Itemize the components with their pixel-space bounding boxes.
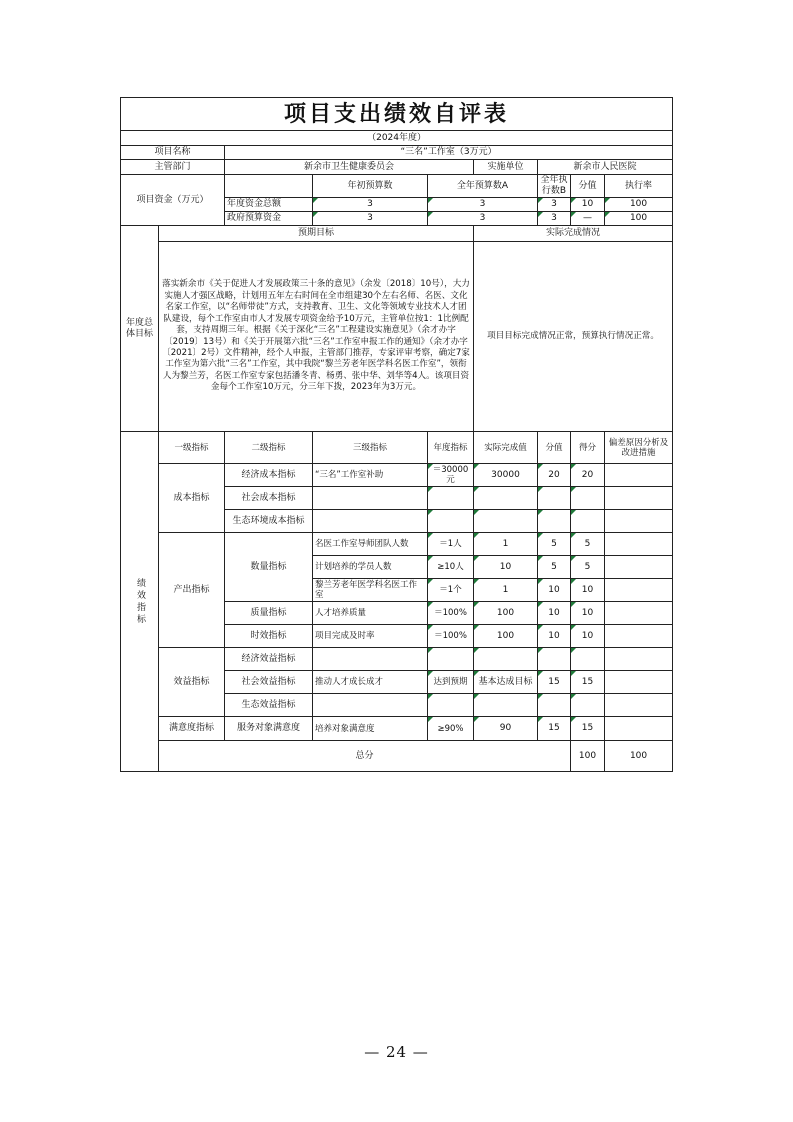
score-value: 15 — [538, 717, 571, 741]
actual-value: 1 — [474, 533, 538, 556]
annual-target — [428, 694, 474, 717]
l3-indicator: 计划培养的学员人数 — [313, 556, 428, 579]
l3-indicator: 推动人才成长成才 — [313, 671, 428, 694]
fund-row-label: 年度资金总额 — [225, 198, 313, 212]
fund-value: 3 — [538, 198, 571, 212]
perf-header: 偏差原因分析及改进措施 — [605, 432, 673, 464]
l1-output: 产出指标 — [159, 533, 225, 648]
got-value: 5 — [571, 556, 605, 579]
perf-header: 分值 — [538, 432, 571, 464]
annual-target: ＝30000元 — [428, 464, 474, 487]
fund-label: 项目资金（万元） — [121, 175, 225, 226]
dept-value: 新余市卫生健康委员会 — [225, 160, 474, 175]
fund-value: 100 — [605, 198, 673, 212]
actual-value: 100 — [474, 625, 538, 648]
actual-value: 90 — [474, 717, 538, 741]
score-value: 5 — [538, 556, 571, 579]
got-value: 10 — [571, 579, 605, 602]
score-value — [538, 694, 571, 717]
score-value: 10 — [538, 625, 571, 648]
project-name-label: 项目名称 — [121, 146, 225, 160]
annual-target: ＝100% — [428, 625, 474, 648]
score-value: 10 — [538, 602, 571, 625]
annual-target — [428, 648, 474, 671]
fund-value: 3 — [538, 212, 571, 226]
year-label: （2024年度） — [121, 131, 673, 146]
goal-label: 年度总体目标 — [121, 226, 159, 432]
score-value — [538, 510, 571, 533]
l2-indicator: 服务对象满意度 — [225, 717, 313, 741]
project-name: “三名”工作室（3万元） — [225, 146, 673, 160]
l2-indicator: 质量指标 — [225, 602, 313, 625]
perf-header: 一级指标 — [159, 432, 225, 464]
score-value: 15 — [538, 671, 571, 694]
l2-quantity: 数量指标 — [225, 533, 313, 602]
deviation-note — [605, 602, 673, 625]
deviation-note — [605, 533, 673, 556]
l3-indicator: 名医工作室导师团队人数 — [313, 533, 428, 556]
actual-value — [474, 510, 538, 533]
l3-indicator: 人才培养质量 — [313, 602, 428, 625]
actual-value: 1 — [474, 579, 538, 602]
perf-header: 得分 — [571, 432, 605, 464]
perf-header: 三级指标 — [313, 432, 428, 464]
annual-target: ＝100% — [428, 602, 474, 625]
got-value: 10 — [571, 625, 605, 648]
impl-label: 实施单位 — [474, 160, 538, 175]
fund-value: 3 — [428, 198, 538, 212]
got-value: 15 — [571, 671, 605, 694]
l2-indicator: 生态效益指标 — [225, 694, 313, 717]
perf-label: 绩效指标 — [121, 432, 159, 772]
deviation-note — [605, 510, 673, 533]
impl-value: 新余市人民医院 — [538, 160, 673, 175]
actual-value — [474, 648, 538, 671]
l2-indicator: 经济成本指标 — [225, 464, 313, 487]
actual-value — [474, 487, 538, 510]
perf-header: 二级指标 — [225, 432, 313, 464]
fund-header: 年初预算数 — [313, 175, 428, 198]
fund-row-label: 政府预算资金 — [225, 212, 313, 226]
actual-value: 100 — [474, 602, 538, 625]
deviation-note — [605, 717, 673, 741]
fund-header: 全年执行数B — [538, 175, 571, 198]
got-value — [571, 487, 605, 510]
annual-target — [428, 487, 474, 510]
page-number: — 24 — — [364, 1043, 429, 1061]
got-value: 5 — [571, 533, 605, 556]
actual-value: 基本达成目标 — [474, 671, 538, 694]
total-got: 100 — [605, 741, 673, 772]
annual-target: ≥90% — [428, 717, 474, 741]
fund-value: 3 — [313, 212, 428, 226]
l2-indicator: 社会成本指标 — [225, 487, 313, 510]
l3-indicator — [313, 510, 428, 533]
score-value: 20 — [538, 464, 571, 487]
l2-indicator: 时效指标 — [225, 625, 313, 648]
l3-indicator — [313, 694, 428, 717]
evaluation-table — [120, 97, 673, 772]
l3-indicator — [313, 487, 428, 510]
got-value — [571, 510, 605, 533]
annual-target: ≥10人 — [428, 556, 474, 579]
score-value: 10 — [538, 579, 571, 602]
annual-target: ＝1人 — [428, 533, 474, 556]
fund-value: 10 — [571, 198, 605, 212]
fund-header: 全年预算数A — [428, 175, 538, 198]
got-value — [571, 694, 605, 717]
actual-value — [474, 694, 538, 717]
deviation-note — [605, 671, 673, 694]
l1-cost: 成本指标 — [159, 464, 225, 533]
self-evaluation-form — [120, 97, 672, 772]
score-value — [538, 648, 571, 671]
total-score: 100 — [571, 741, 605, 772]
l2-indicator: 生态环境成本指标 — [225, 510, 313, 533]
total-label: 总分 — [159, 741, 571, 772]
fund-value: 3 — [313, 198, 428, 212]
fund-header: 执行率 — [605, 175, 673, 198]
score-value — [538, 487, 571, 510]
l2-indicator: 社会效益指标 — [225, 671, 313, 694]
deviation-note — [605, 579, 673, 602]
l3-indicator: 黎兰芳老年医学科名医工作室 — [313, 579, 428, 602]
actual-completion-text: 项目目标完成情况正常，预算执行情况正常。 — [474, 242, 673, 432]
l2-indicator: 经济效益指标 — [225, 648, 313, 671]
deviation-note — [605, 464, 673, 487]
actual-completion-header: 实际完成情况 — [474, 226, 673, 242]
dept-label: 主管部门 — [121, 160, 225, 175]
annual-target: ＝1个 — [428, 579, 474, 602]
l3-indicator — [313, 648, 428, 671]
fund-value: 100 — [605, 212, 673, 226]
deviation-note — [605, 625, 673, 648]
perf-header: 实际完成值 — [474, 432, 538, 464]
deviation-note — [605, 648, 673, 671]
expected-goal-header: 预期目标 — [159, 226, 474, 242]
annual-target: 达到预期 — [428, 671, 474, 694]
deviation-note — [605, 556, 673, 579]
fund-header: 分值 — [571, 175, 605, 198]
perf-header: 年度指标 — [428, 432, 474, 464]
expected-goal-text: 落实新余市《关于促进人才发展政策三十条的意见》（余发〔2018〕10号），大力实施人才强区战略，计划用五年左右时间在全市组建30个左右名师、名医、文化名家工作室，以“名师带徒”方式，支持教育、卫生、文化等领域专业技术人才团队建设，每个工作室由市人才发展专项资金给予10万元，主管单位按1：1比例配套，支持周期三年。根据《关于深化“三名”工程建设实施意见》（余才办字〔2019〕13号）和《关于开展第六批“三名”工作室申报工作的通知》（余才办字〔2021〕2号）文件精神，经个人申报，主管部门推荐，专家评审考察，确定7家工作室为第六批“三名”工作室，其中我院“黎兰芳老年医学科名医工作室”，领衔人为黎兰芳，名医工作室专家包括潘冬青、杨勇、张中华、刘华等4人。该项目资金每个工作室10万元，分三年下拨，2023年为3万元。 — [159, 242, 474, 432]
l3-indicator: “三名”工作室补助 — [313, 464, 428, 487]
got-value — [571, 648, 605, 671]
actual-value: 10 — [474, 556, 538, 579]
deviation-note — [605, 694, 673, 717]
l1-benefit: 效益指标 — [159, 648, 225, 717]
l3-indicator: 项目完成及时率 — [313, 625, 428, 648]
fund-value: — — [571, 212, 605, 226]
form-title: 项目支出绩效自评表 — [121, 98, 673, 131]
actual-value: 30000 — [474, 464, 538, 487]
l3-indicator: 培养对象满意度 — [313, 717, 428, 741]
deviation-note — [605, 487, 673, 510]
fund-value: 3 — [428, 212, 538, 226]
score-value: 5 — [538, 533, 571, 556]
got-value: 10 — [571, 602, 605, 625]
annual-target — [428, 510, 474, 533]
got-value: 20 — [571, 464, 605, 487]
got-value: 15 — [571, 717, 605, 741]
l1-satisfaction: 满意度指标 — [159, 717, 225, 741]
